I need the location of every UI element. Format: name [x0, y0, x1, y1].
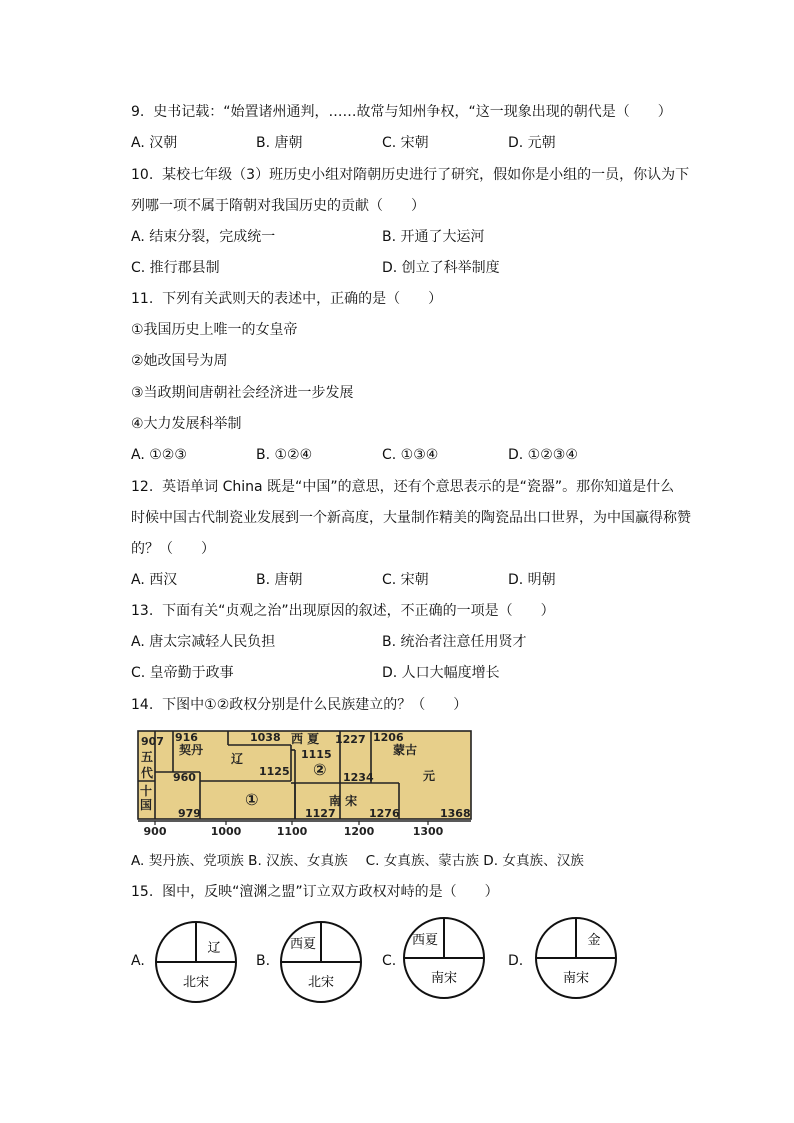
label-1038: 1038	[250, 731, 281, 744]
q11-statement-3: ③当政期间唐朝社会经济进一步发展	[131, 385, 354, 401]
label-1368: 1368	[440, 807, 471, 820]
q11-option-c[interactable]: C. ①③④	[382, 447, 439, 463]
q11-option-d[interactable]: D. ①②③④	[508, 447, 578, 463]
q13-option-c[interactable]: C. 皇帝勤于政事	[131, 665, 234, 681]
q15-b-bottom-label: 北宋	[307, 975, 335, 990]
q9-option-d[interactable]: D. 元朝	[508, 135, 556, 151]
q15-option-d-letter[interactable]: D.	[508, 953, 524, 969]
q13-option-a[interactable]: A. 唐太宗减轻人民负担	[131, 634, 276, 650]
q13-number: 13.	[131, 603, 154, 619]
q15-c-bottom-label: 南宋	[430, 971, 458, 986]
q12-stem-line2: 时候中国古代制瓷业发展到一个新高度，大量制作精美的陶瓷品出口世界，为中国赢得称赞	[131, 510, 691, 526]
q12-option-b[interactable]: B. 唐朝	[256, 572, 303, 588]
q11-stem	[131, 290, 442, 308]
q10-stem-line1	[131, 166, 689, 184]
axis-tick-1100: 1100	[276, 825, 308, 838]
label-wudai-1: 五	[141, 750, 154, 764]
label-qidan: 契丹	[179, 743, 204, 757]
q12-stem-line3: 的？（ ）	[131, 541, 215, 557]
q10-option-a[interactable]: A. 结束分裂，完成统一	[131, 229, 276, 245]
axis-tick-1300: 1300	[412, 825, 444, 838]
q13-text: 下面有关“贞观之治”出现原因的叙述，不正确的一项是（ ）	[162, 603, 555, 619]
q11-text: 下列有关武则天的表述中，正确的是（ ）	[162, 291, 443, 307]
label-nansong: 南 宋	[329, 794, 358, 808]
q15-stem	[131, 883, 499, 901]
label-shiguo-2: 国	[140, 798, 153, 812]
label-yuan: 元	[423, 769, 436, 783]
q15-d-top-label: 金	[587, 933, 601, 948]
q12-option-a[interactable]: A. 西汉	[131, 572, 178, 588]
label-1234: 1234	[343, 771, 374, 784]
q15-a-bottom-label: 北宋	[182, 975, 210, 990]
q9-option-b[interactable]: B. 唐朝	[256, 135, 303, 151]
q15-option-a-letter[interactable]: A.	[131, 953, 145, 969]
q12-stem-line1	[131, 478, 674, 496]
label-1125: 1125	[259, 765, 290, 778]
label-menggu: 蒙古	[393, 743, 418, 757]
label-907: 907	[141, 735, 164, 748]
q15-d-bottom-label: 南宋	[562, 971, 590, 986]
q11-option-b[interactable]: B. ①②④	[256, 447, 313, 463]
q14-text: 下图中①②政权分别是什么民族建立的？（ ）	[162, 697, 468, 713]
label-xixia: 西 夏	[291, 732, 320, 746]
q10-option-c[interactable]: C. 推行郡县制	[131, 260, 220, 276]
q13-stem	[131, 602, 555, 620]
label-1276: 1276	[369, 807, 400, 820]
axis-tick-900: 900	[143, 825, 167, 838]
label-960: 960	[173, 771, 196, 784]
q15-option-a-diagram[interactable]	[151, 920, 241, 1004]
q9-number: 9.	[131, 104, 145, 120]
q11-statement-1: ①我国历史上唯一的女皇帝	[131, 322, 298, 338]
q15-option-b-letter[interactable]: B.	[256, 953, 271, 969]
q9-text: 史书记载：“始置诸州通判，……故常与知州争权，“这一现象出现的朝代是（ ）	[153, 104, 672, 120]
q10-text-1: 某校七年级（3）班历史小组对隋朝历史进行了研究，假如你是小组的一员，你认为下	[162, 167, 690, 183]
q15-b-top-label: 西夏	[289, 937, 317, 952]
q11-option-a[interactable]: A. ①②③	[131, 447, 187, 463]
q14-options[interactable]: A. 契丹族、党项族 B. 汉族、女真族 C. 女真族、蒙古族 D. 女真族、汉族	[131, 853, 584, 869]
q13-option-d[interactable]: D. 人口大幅度增长	[382, 665, 500, 681]
q9-option-c[interactable]: C. 宋朝	[382, 135, 429, 151]
axis-tick-1200: 1200	[343, 825, 375, 838]
q15-number: 15.	[131, 884, 154, 900]
q15-option-c-diagram[interactable]	[399, 916, 489, 1000]
label-916: 916	[175, 731, 198, 744]
label-1227: 1227	[335, 733, 366, 746]
q14-stem	[131, 696, 467, 714]
q15-a-top-label: 辽	[207, 941, 221, 956]
q12-number: 12.	[131, 479, 154, 495]
q11-statement-4: ④大力发展科举制	[131, 416, 242, 432]
q14-number: 14.	[131, 697, 154, 713]
q15-option-c-letter[interactable]: C.	[382, 953, 397, 969]
q12-option-d[interactable]: D. 明朝	[508, 572, 556, 588]
q15-text: 图中，反映“澶渊之盟”订立双方政权对峙的是（ ）	[162, 884, 499, 900]
label-1115: 1115	[301, 748, 332, 761]
q9-option-a[interactable]: A. 汉朝	[131, 135, 178, 151]
q13-option-b[interactable]: B. 统治者注意任用贤才	[382, 634, 527, 650]
q10-option-d[interactable]: D. 创立了科举制度	[382, 260, 500, 276]
q9-stem	[131, 103, 672, 121]
label-regime-1: ①	[245, 790, 259, 809]
axis-tick-1000: 1000	[210, 825, 242, 838]
label-wudai-2: 代	[141, 766, 154, 780]
label-regime-2: ②	[313, 760, 327, 779]
q12-text-1: 英语单词 China 既是“中国”的意思，还有个意思表示的是“瓷器”。那你知道是什么	[162, 479, 675, 495]
q10-option-b[interactable]: B. 开通了大运河	[382, 229, 485, 245]
q11-number: 11.	[131, 291, 154, 307]
label-979: 979	[178, 807, 201, 820]
q11-statement-2: ②她改国号为周	[131, 353, 228, 369]
label-1127: 1127	[305, 807, 336, 820]
label-liao: 辽	[231, 752, 244, 766]
q12-option-c[interactable]: C. 宋朝	[382, 572, 429, 588]
q10-number: 10.	[131, 167, 154, 183]
q15-option-d-diagram[interactable]	[531, 916, 621, 1000]
q10-stem-line2: 列哪一项不属于隋朝对我国历史的贡献（ ）	[131, 198, 425, 214]
label-shiguo-1: 十	[140, 784, 153, 798]
dynasty-timeline-chart	[133, 728, 478, 838]
q15-option-b-diagram[interactable]	[276, 920, 366, 1004]
q15-c-top-label: 西夏	[411, 933, 439, 948]
label-1206: 1206	[373, 731, 404, 744]
